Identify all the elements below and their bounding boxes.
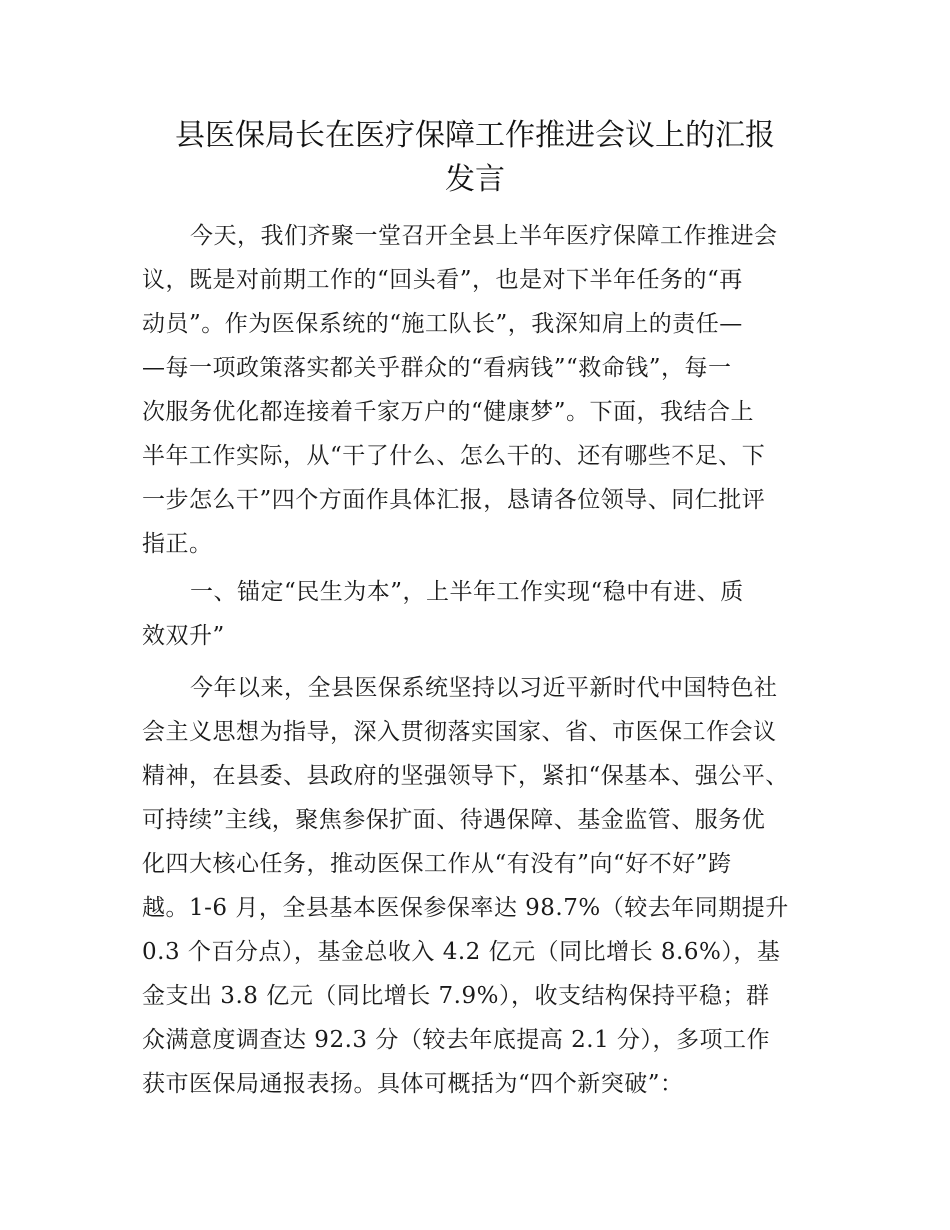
paragraph-line: 半年工作实际，从“干了什么、怎么干的、还有哪些不足、下	[142, 443, 766, 469]
paragraph-line: 一步怎么干”四个方面作具体汇报，恳请各位领导、同仁批评	[142, 487, 766, 513]
paragraph-line: 获市医保局通报表扬。具体可概括为“四个新突破”：	[142, 1071, 684, 1097]
paragraph-line: 今天，我们齐聚一堂召开全县上半年医疗保障工作推进会	[190, 223, 778, 249]
paragraph-line: 次服务优化都连接着千家万户的“健康梦”。下面，我结合上	[142, 399, 755, 425]
heading-line: 效双升”	[142, 623, 225, 649]
paragraph-line: 今年以来，全县医保系统坚持以习近平新时代中国特色社	[190, 675, 778, 701]
paragraph-line: 众满意度调查达 92.3 分（较去年底提高 2.1 分），多项工作	[142, 1027, 771, 1053]
paragraph-line: 0.3 个百分点），基金总收入 4.2 亿元（同比增长 8.6%），基	[142, 939, 781, 965]
paragraph-line: 可持续”主线，聚焦参保扩面、待遇保障、基金监管、服务优	[142, 807, 766, 833]
paragraph-line: 会主义思想为指导，深入贯彻落实国家、省、市医保工作会议	[142, 719, 777, 745]
paragraph-line: 化四大核心任务，推动医保工作从“有没有”向“好不好”跨	[142, 851, 732, 877]
document-title-line-1: 县医保局长在医疗保障工作推进会议上的汇报	[175, 118, 775, 153]
document-title-line-2: 发言	[445, 162, 505, 197]
paragraph-line: 指正。	[142, 531, 213, 557]
paragraph-line: 金支出 3.8 亿元（同比增长 7.9%），收支结构保持平稳；群	[142, 983, 770, 1009]
paragraph-line: 越。1-6 月，全县基本医保参保率达 98.7%（较去年同期提升	[142, 895, 789, 921]
paragraph-line: 精神，在县委、县政府的坚强领导下，紧扣“保基本、强公平、	[142, 763, 789, 789]
paragraph-line: 议，既是对前期工作的“回头看”，也是对下半年任务的“再	[142, 267, 743, 293]
heading-line: 一、锚定“民生为本”，上半年工作实现“稳中有进、质	[190, 579, 744, 605]
paragraph-line: —每一项政策落实都关乎群众的“看病钱”“救命钱”，每一	[142, 355, 732, 381]
paragraph-line: 动员”。作为医保系统的“施工队长”，我深知肩上的责任—	[142, 311, 743, 337]
